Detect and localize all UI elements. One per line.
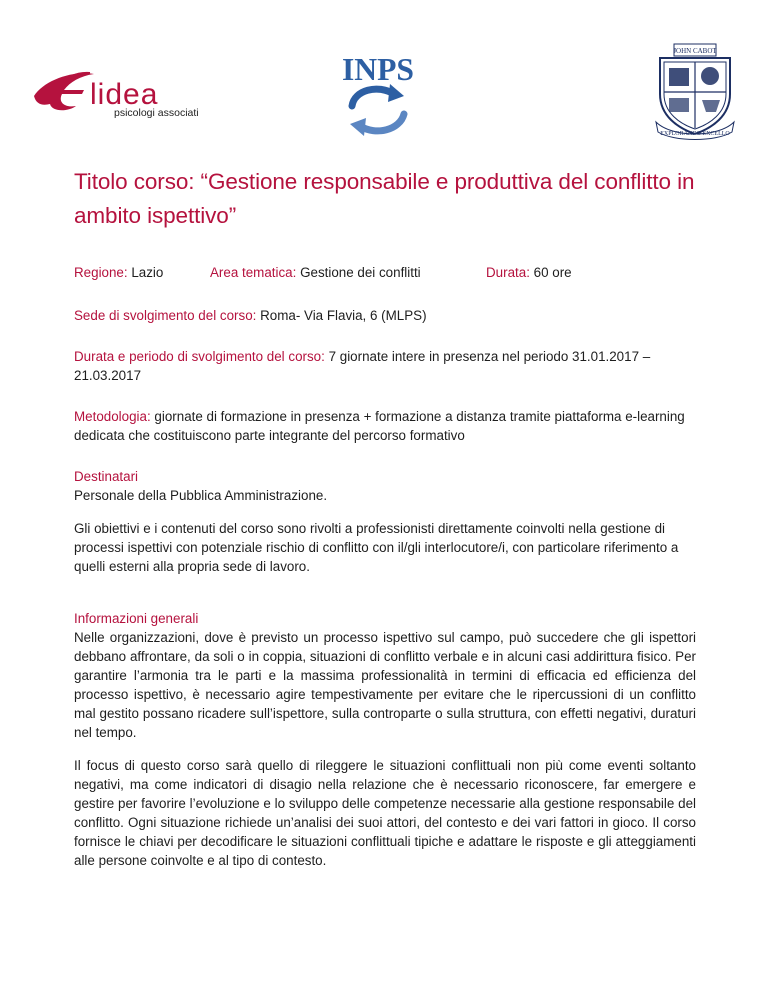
svg-text:EXPLORANDO EXCELLO: EXPLORANDO EXCELLO	[660, 131, 730, 137]
regione-field	[74, 263, 163, 282]
jcu-crest-graphic	[652, 42, 738, 142]
durata-field	[486, 263, 572, 282]
periodo-label: Durata e periodo di svolgimento del corso:	[74, 349, 325, 364]
informazioni-paragraph-2: Il focus di questo corso sarà quello di rileggere le situazioni conflittuali non più come eventi soltanto negativi, ma come indicatori di disagio nella relazione che è necessario riconoscere, far emergere e gestire per favorire l’evoluzione e lo sviluppo delle competenze necessarie alla gestione responsabile del conflitto. Ogni situazione richiede un’analisi dei suoi attori, del contesto e dei vari fattori in gioco. Il corso fornisce le chiavi per decodificare le situazioni conflittuali tipiche e adattare le risposte e gli atteggiamenti alle persone coinvolte e al tipo di contesto.	[74, 758, 696, 868]
metodologia-value: giornate di formazione in presenza + formazione a distanza tramite piattaforma e-learning dedicata che costituiscono parte integrante del percorso formativo	[74, 409, 685, 443]
destinatari-paragraph: Gli obiettivi e i contenuti del corso sono rivolti a professionisti direttamente coinvolti nella gestione di processi ispettivi con potenziale rischio di conflitto con il/gli interlocutore/i, con particolare riferimento a quelli esterni alla propria sede di lavoro.	[74, 521, 679, 574]
svg-text:lidea: lidea	[90, 78, 159, 111]
svg-text:psicologi associati: psicologi associati	[114, 107, 199, 119]
svg-text:INPS: INPS	[342, 51, 414, 87]
jcu-crest-logo	[652, 42, 738, 142]
regione-label: Regione:	[74, 265, 128, 280]
course-title: Titolo corso: “Gestione responsabile e produttiva del conflitto in ambito ispettivo”	[74, 169, 695, 228]
area-tematica-value: Gestione dei conflitti	[300, 265, 421, 280]
durata-label: Durata:	[486, 265, 530, 280]
durata-value: 60 ore	[533, 265, 572, 280]
regione-value: Lazio	[131, 265, 164, 280]
sede-line	[74, 306, 696, 325]
inps-logo-graphic	[338, 44, 418, 140]
sede-value: Roma- Via Flavia, 6 (MLPS)	[260, 308, 427, 323]
destinatari-line: Personale della Pubblica Amministrazione.	[74, 488, 328, 503]
informazioni-heading: Informazioni generali	[74, 611, 199, 626]
course-meta-row	[74, 263, 696, 282]
informazioni-paragraph-1: Nelle organizzazioni, dove è previsto un processo ispettivo sul campo, può succedere che gli ispettori debbano affrontare, da soli o in coppia, situazioni di conflitto verbale e in alcuni casi addirittura fisico. Per garantire l’armonia tra le parti e la massima professionalità in termini di efficacia ed efficienza del processo ispettivo, è necessario agire tempestivamente per evitare che le ripercussioni di un conflitto mal gestito possano ricadere sull’ispettore, sulla controparte o sulla struttura, con effetti negativi, duraturi nel tempo.	[74, 630, 696, 740]
elidea-logo	[30, 62, 200, 120]
area-tematica-field	[210, 263, 421, 282]
periodo-line	[74, 347, 696, 385]
sede-label: Sede di svolgimento del corso:	[74, 308, 257, 323]
area-tematica-label: Area tematica:	[210, 265, 297, 280]
elidea-logo-graphic	[30, 62, 200, 120]
inps-logo	[338, 44, 418, 140]
metodologia-line	[74, 407, 696, 445]
periodo-value: 7 giornate intere in presenza nel periodo 31.01.2017 – 21.03.2017	[74, 349, 651, 383]
svg-text:JOHN CABOT: JOHN CABOT	[673, 47, 717, 55]
metodologia-label: Metodologia:	[74, 409, 151, 424]
course-sheet	[74, 165, 696, 870]
header-logos	[0, 0, 768, 150]
destinatari-heading: Destinatari	[74, 469, 139, 484]
